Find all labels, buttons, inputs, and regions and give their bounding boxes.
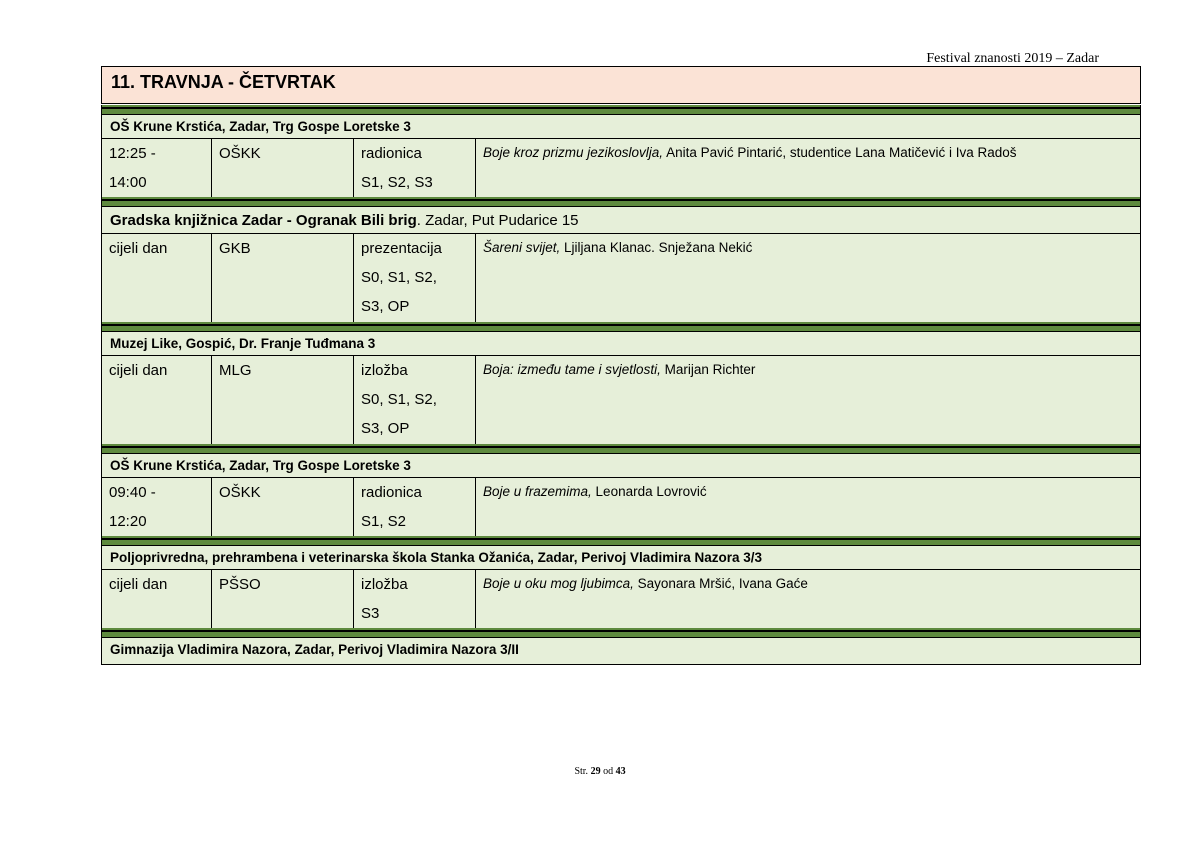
section-separator xyxy=(101,322,1141,331)
event-code: GKB xyxy=(212,234,354,322)
page-footer: Str. 29 od 43 xyxy=(574,766,626,777)
event-description: Šareni svijet, Ljiljana Klanac. Snježana Nekić xyxy=(483,240,753,255)
section-separator xyxy=(101,536,1141,545)
event-time: cijeli dan xyxy=(102,234,212,322)
event-time: 12:25 - 14:00 xyxy=(102,139,212,197)
event-code: MLG xyxy=(212,356,354,444)
event-description: Boje u frazemima, Leonarda Lovrović xyxy=(483,484,707,499)
event-row xyxy=(101,478,1141,536)
section-separator xyxy=(101,444,1141,453)
venue-header: Poljoprivredna, prehrambena i veterinarska škola Stanka Ožanića, Zadar, Perivoj Vladimira Nazora 3/3 xyxy=(101,545,1141,570)
event-time: cijeli dan xyxy=(102,570,212,628)
day-title: 11. TRAVNJA - ČETVRTAK xyxy=(101,66,1141,104)
venue-header: Gimnazija Vladimira Nazora, Zadar, Perivoj Vladimira Nazora 3/II xyxy=(101,637,1141,665)
event-row xyxy=(101,570,1141,628)
event-description: Boje u oku mog ljubimca, Sayonara Mršić, Ivana Gaće xyxy=(483,576,808,591)
event-row xyxy=(101,356,1141,444)
event-description: Boje kroz prizmu jezikoslovlja, Anita Pavić Pintarić, studentice Lana Matičević i Iva Radoš xyxy=(483,145,1017,160)
event-description: Boja: između tame i svjetlosti, Marijan Richter xyxy=(483,362,756,377)
venue-header: Muzej Like, Gospić, Dr. Franje Tuđmana 3 xyxy=(101,331,1141,356)
event-type: izložba S3 xyxy=(354,570,476,628)
event-type: radionica S1, S2, S3 xyxy=(354,139,476,197)
event-type: prezentacija S0, S1, S2, S3, OP xyxy=(354,234,476,322)
page-number: 29 xyxy=(590,766,601,777)
section-separator xyxy=(101,628,1141,637)
venue-header: OŠ Krune Krstića, Zadar, Trg Gospe Loretske 3 xyxy=(101,453,1141,478)
venue-header: Gradska knjižnica Zadar - Ogranak Bili brig. Zadar, Put Pudarice 15 xyxy=(101,206,1141,234)
venue-header: OŠ Krune Krstića, Zadar, Trg Gospe Loretske 3 xyxy=(101,114,1141,139)
section-separator xyxy=(101,197,1141,206)
event-row xyxy=(101,139,1141,197)
running-header: Festival znanosti 2019 – Zadar xyxy=(926,51,1099,66)
event-row xyxy=(101,234,1141,322)
schedule-table xyxy=(101,105,1141,665)
event-type: radionica S1, S2 xyxy=(354,478,476,536)
page-total: 43 xyxy=(615,766,626,777)
event-time: cijeli dan xyxy=(102,356,212,444)
section-separator xyxy=(101,105,1141,114)
event-code: PŠSO xyxy=(212,570,354,628)
event-time: 09:40 - 12:20 xyxy=(102,478,212,536)
event-type: izložba S0, S1, S2, S3, OP xyxy=(354,356,476,444)
event-code: OŠKK xyxy=(212,478,354,536)
event-code: OŠKK xyxy=(212,139,354,197)
